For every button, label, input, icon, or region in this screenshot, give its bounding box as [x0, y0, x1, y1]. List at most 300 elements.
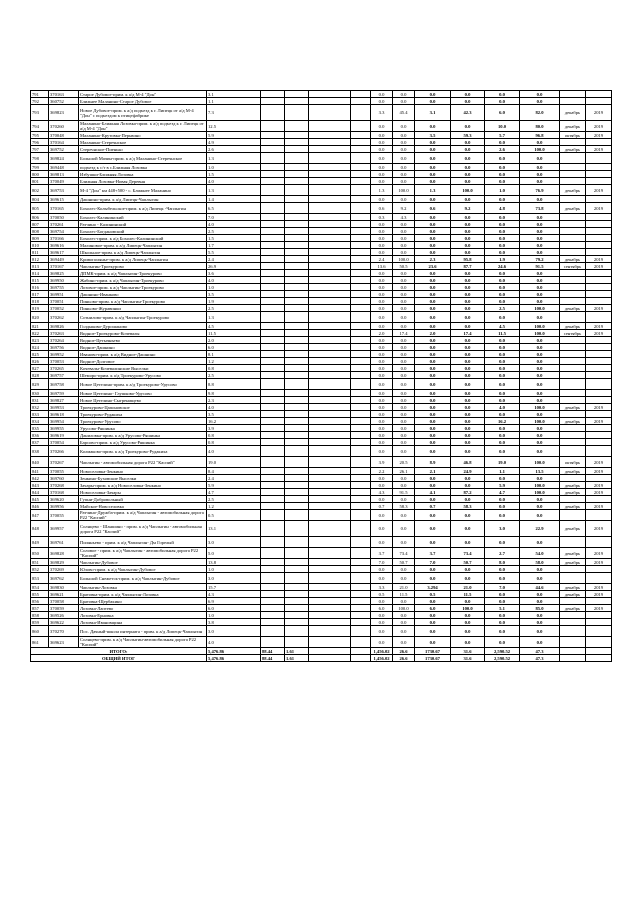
repair-km-cell: 0.0 — [371, 496, 393, 503]
table-row — [31, 132, 612, 139]
totals-repair-pct: 26.6 — [393, 648, 415, 655]
repair2-km-cell: 0.0 — [415, 372, 451, 379]
normative-pct-cell: 0.0 — [520, 496, 560, 503]
road-name: Ближнее Маланино-Старое Дубовое — [79, 98, 207, 105]
spacer-cell — [351, 397, 371, 404]
ground-cell — [309, 537, 351, 548]
row-number: 837 — [31, 439, 49, 446]
month-cell: декабрь — [560, 468, 586, 475]
gravel-cell — [285, 344, 309, 351]
repair-km-cell: 0.0 — [371, 537, 393, 548]
repair-pct-cell: 0.0 — [393, 249, 415, 256]
spacer-cell — [351, 418, 371, 425]
road-name: Ратчино-Дружба-прим. к а/д Чаплыгин - автомобильная дорога Р22 "Каспий" — [79, 510, 207, 521]
road-length: 0.5 — [207, 510, 261, 521]
totals-repair2-pct: 31.6 — [451, 655, 485, 662]
spacer-cell — [351, 537, 371, 548]
repair2-km-cell: 7.0 — [415, 559, 451, 566]
ground-cell — [309, 510, 351, 521]
normative-km-cell: 0.0 — [485, 379, 520, 390]
year-cell — [586, 337, 612, 344]
normative-km-cell: 16.2 — [485, 418, 520, 425]
asphalt-cell — [261, 404, 285, 411]
ground-cell — [309, 337, 351, 344]
road-length: 1.3 — [207, 312, 261, 323]
normative-km-cell: 0.0 — [485, 425, 520, 432]
table-row — [31, 411, 612, 418]
repair2-km-cell: 4.1 — [415, 489, 451, 496]
asphalt-cell — [261, 537, 285, 548]
asphalt-cell — [261, 277, 285, 284]
repair2-pct-cell: 0.0 — [451, 228, 485, 235]
table-row — [31, 372, 612, 379]
repair2-km-cell: 0.0 — [415, 521, 451, 537]
road-name: Колмаково-прим. к а/д Троекурово-Рудакиха — [79, 446, 207, 457]
road-name: Дашнино-прим. к а/д Липецк-Чаплыгин — [79, 196, 207, 203]
repair-km-cell: 0.0 — [371, 446, 393, 457]
year-cell — [586, 242, 612, 249]
totals-repair2-km: 1730.67 — [415, 648, 451, 655]
road-length: 5.9 — [207, 482, 261, 489]
road-name: Троекурово-Урусово — [79, 418, 207, 425]
road-length: 1.0 — [207, 566, 261, 573]
ground-cell — [309, 298, 351, 305]
normative-km-cell: 0.0 — [485, 365, 520, 372]
repair-km-cell: 7.0 — [371, 559, 393, 566]
normative-km-cell: 3.0 — [485, 521, 520, 537]
road-length: 6.9 — [207, 598, 261, 605]
year-cell — [586, 379, 612, 390]
month-cell — [560, 475, 586, 482]
repair2-pct-cell: 95.8 — [451, 256, 485, 263]
spacer-cell — [351, 432, 371, 439]
row-number: 829 — [31, 379, 49, 390]
year-cell — [586, 98, 612, 105]
repair2-km-cell: 0.0 — [415, 249, 451, 256]
year-cell: 2019 — [586, 323, 612, 330]
road-code: 370266 — [49, 446, 79, 457]
repair-pct-cell: 0.0 — [393, 91, 415, 98]
table-row — [31, 221, 612, 228]
repair2-km-cell: 3.5 — [415, 132, 451, 139]
repair2-pct-cell: 0.0 — [451, 537, 485, 548]
spacer-cell — [351, 605, 371, 612]
gravel-cell — [285, 605, 309, 612]
repair2-pct-cell: 0.0 — [451, 379, 485, 390]
road-code: 370054 — [49, 439, 79, 446]
table-row — [31, 510, 612, 521]
month-cell — [560, 228, 586, 235]
repair2-km-cell: 2.1 — [415, 468, 451, 475]
repair2-km-cell: 0.0 — [415, 270, 451, 277]
road-code: 369756 — [49, 344, 79, 351]
totals-gravel: 1.61 — [285, 648, 309, 655]
repair2-pct-cell: 0.0 — [451, 566, 485, 573]
repair-km-cell: 0.0 — [371, 146, 393, 153]
road-name: Братовка-прим. к а/д Чаплыгин-Лозовка — [79, 591, 207, 598]
asphalt-cell — [261, 418, 285, 425]
normative-km-cell: 0.0 — [485, 626, 520, 637]
gravel-cell — [285, 612, 309, 619]
gravel-cell — [285, 439, 309, 446]
totals-ground — [309, 648, 351, 655]
ground-cell — [309, 203, 351, 214]
repair2-pct-cell: 0.0 — [451, 323, 485, 330]
month-cell — [560, 379, 586, 390]
repair-km-cell: 0.0 — [371, 277, 393, 284]
table-row — [31, 390, 612, 397]
repair2-km-cell: 0.0 — [415, 439, 451, 446]
repair-pct-cell: 0.0 — [393, 139, 415, 146]
spacer-cell — [351, 655, 371, 662]
road-code: 370049 — [49, 178, 79, 185]
month-cell: сентябрь — [560, 330, 586, 337]
road-length: 3.0 — [207, 626, 261, 637]
repair-pct-cell: 0.0 — [393, 496, 415, 503]
normative-km-cell: 0.0 — [485, 591, 520, 598]
spacer-cell — [351, 344, 371, 351]
repair2-pct-cell: 0.0 — [451, 372, 485, 379]
totals-asphalt: 88.44 — [261, 648, 285, 655]
row-number: 823 — [31, 337, 49, 344]
year-cell — [586, 153, 612, 164]
repair2-km-cell: 0.0 — [415, 298, 451, 305]
normative-km-cell: 1.9 — [485, 256, 520, 263]
repair-km-cell: 0.3 — [371, 214, 393, 221]
gravel-cell — [285, 397, 309, 404]
road-length: 7.0 — [207, 214, 261, 221]
gravel-cell — [285, 228, 309, 235]
row-number: 860 — [31, 626, 49, 637]
road-code: 370055 — [49, 510, 79, 521]
year-cell — [586, 277, 612, 284]
ground-cell — [309, 379, 351, 390]
table-row — [31, 605, 612, 612]
year-cell — [586, 270, 612, 277]
repair-km-cell: 0.0 — [371, 344, 393, 351]
repair-pct-cell: 0.0 — [393, 573, 415, 584]
spacer-cell — [351, 284, 371, 291]
normative-km-cell: 5.7 — [485, 132, 520, 139]
spacer-cell — [351, 270, 371, 277]
road-code: 369956 — [49, 503, 79, 510]
road-name: Большой Снежетск-прим. к а/д Чаплыгин-Дубовое — [79, 573, 207, 584]
repair2-km-cell: 0.0 — [415, 573, 451, 584]
asphalt-cell — [261, 457, 285, 468]
road-length: 2.0 — [207, 337, 261, 344]
month-cell: декабрь — [560, 503, 586, 510]
table-row — [31, 323, 612, 330]
repair2-pct-cell: 0.0 — [451, 418, 485, 425]
normative-pct-cell: 0.0 — [520, 637, 560, 648]
road-length: 1.1 — [207, 98, 261, 105]
repair-km-cell: 0.0 — [371, 323, 393, 330]
normative-km-cell: 0.0 — [485, 337, 520, 344]
road-length: 6.0 — [207, 605, 261, 612]
year-cell: 2019 — [586, 503, 612, 510]
road-length: 1.2 — [207, 503, 261, 510]
gravel-cell — [285, 105, 309, 121]
repair-km-cell: 0.0 — [371, 284, 393, 291]
road-length: 9.8 — [207, 390, 261, 397]
table-row — [31, 379, 612, 390]
normative-pct-cell: 0.0 — [520, 390, 560, 397]
row-number: 841 — [31, 468, 49, 475]
spacer-cell — [351, 196, 371, 203]
row-number: 845 — [31, 496, 49, 503]
normative-pct-cell: 100.0 — [520, 482, 560, 489]
table-row — [31, 196, 612, 203]
road-name: Новое Дубовое-прим. к а/д подъезд к г. Липецк от а/д М-4 "Дон" с подъездом к птицефабрике — [79, 105, 207, 121]
totals-row — [31, 655, 612, 662]
normative-km-cell: 0.0 — [485, 619, 520, 626]
normative-km-cell: 10.0 — [485, 121, 520, 132]
spacer-cell — [351, 298, 371, 305]
table-row — [31, 573, 612, 584]
row-number: 833 — [31, 411, 49, 418]
repair-pct-cell: 0.0 — [393, 146, 415, 153]
month-cell — [560, 626, 586, 637]
year-cell — [586, 446, 612, 457]
normative-pct-cell: 0.0 — [520, 98, 560, 105]
totals-label: ОБЩИЙ ИТОГ — [31, 655, 207, 662]
year-cell — [586, 171, 612, 178]
normative-pct-cell: 0.0 — [520, 566, 560, 573]
gravel-cell — [285, 637, 309, 648]
repair-pct-cell: 100.0 — [393, 185, 415, 196]
table-row — [31, 446, 612, 457]
table-row — [31, 178, 612, 185]
road-code: 369829 — [49, 559, 79, 566]
normative-km-cell: 0.0 — [485, 475, 520, 482]
table-row — [31, 468, 612, 475]
month-cell — [560, 358, 586, 365]
road-length: 4.3 — [207, 591, 261, 598]
ground-cell — [309, 496, 351, 503]
repair-pct-cell: 50.7 — [393, 559, 415, 566]
normative-pct-cell: 100.0 — [520, 489, 560, 496]
ground-cell — [309, 365, 351, 372]
ground-cell — [309, 358, 351, 365]
road-length: 1.4 — [207, 196, 261, 203]
repair-km-cell: 0.5 — [371, 591, 393, 598]
table-row — [31, 270, 612, 277]
totals-normative-km: 2,590.52 — [485, 648, 520, 655]
ground-cell — [309, 418, 351, 425]
repair2-pct-cell: 11.5 — [451, 591, 485, 598]
road-code: 369954 — [49, 418, 79, 425]
gravel-cell — [285, 221, 309, 228]
asphalt-cell — [261, 98, 285, 105]
asphalt-cell — [261, 164, 285, 171]
table-row — [31, 598, 612, 605]
normative-pct-cell: 0.0 — [520, 439, 560, 446]
repair-pct-cell: 0.0 — [393, 132, 415, 139]
ground-cell — [309, 548, 351, 559]
spacer-cell — [351, 372, 371, 379]
year-cell: 2019 — [586, 457, 612, 468]
normative-km-cell: 19.0 — [485, 457, 520, 468]
asphalt-cell — [261, 489, 285, 496]
gravel-cell — [285, 379, 309, 390]
gravel-cell — [285, 521, 309, 537]
road-code: 370269 — [49, 566, 79, 573]
repair-pct-cell: 20.5 — [393, 457, 415, 468]
month-cell — [560, 365, 586, 372]
totals-label: ИТОГО: — [31, 648, 207, 655]
month-cell — [560, 390, 586, 397]
repair-pct-cell: 0.0 — [393, 298, 415, 305]
asphalt-cell — [261, 482, 285, 489]
repair-pct-cell: 50.5 — [393, 263, 415, 270]
table-row — [31, 619, 612, 626]
row-number: 791 — [31, 91, 49, 98]
row-number: 807 — [31, 221, 49, 228]
gravel-cell — [285, 404, 309, 411]
normative-km-cell: 0.0 — [485, 228, 520, 235]
month-cell — [560, 270, 586, 277]
ground-cell — [309, 249, 351, 256]
repair-km-cell: 0.0 — [371, 153, 393, 164]
repair2-pct-cell: 0.0 — [451, 164, 485, 171]
gravel-cell — [285, 559, 309, 566]
road-name: Бохолес-Колыбельское-прим. к а/д Липецк -Чаплыгин — [79, 203, 207, 214]
road-code: 370058 — [49, 598, 79, 605]
spacer-cell — [351, 446, 371, 457]
normative-km-cell: 24.6 — [485, 263, 520, 270]
normative-pct-cell: 0.0 — [520, 153, 560, 164]
normative-pct-cell: 58.0 — [520, 559, 560, 566]
road-length: 1.3 — [207, 153, 261, 164]
month-cell — [560, 221, 586, 228]
table-row — [31, 637, 612, 648]
repair2-pct-cell: 0.0 — [451, 397, 485, 404]
repair-pct-cell: 0.0 — [393, 446, 415, 457]
ground-cell — [309, 242, 351, 249]
repair-km-cell: 0.0 — [371, 612, 393, 619]
repair-pct-cell: 17.4 — [393, 330, 415, 337]
repair-pct-cell: 100.0 — [393, 605, 415, 612]
month-cell — [560, 284, 586, 291]
gravel-cell — [285, 263, 309, 270]
road-code: 369615 — [49, 196, 79, 203]
spacer-cell — [351, 584, 371, 591]
normative-pct-cell: 0.0 — [520, 425, 560, 432]
ground-cell — [309, 277, 351, 284]
ground-cell — [309, 153, 351, 164]
road-length: 11.5 — [207, 330, 261, 337]
normative-km-cell: 0.0 — [485, 573, 520, 584]
month-cell — [560, 312, 586, 323]
repair-pct-cell: 0.0 — [393, 242, 415, 249]
repair2-pct-cell: 0.0 — [451, 482, 485, 489]
road-code: 370270 — [49, 626, 79, 637]
normative-pct-cell: 0.0 — [520, 235, 560, 242]
gravel-cell — [285, 337, 309, 344]
month-cell — [560, 298, 586, 305]
table-row — [31, 105, 612, 121]
totals-normative-km: 2,590.52 — [485, 655, 520, 662]
totals-ground — [309, 655, 351, 662]
asphalt-cell — [261, 171, 285, 178]
gravel-cell — [285, 164, 309, 171]
spacer-cell — [351, 612, 371, 619]
month-cell — [560, 411, 586, 418]
spacer-cell — [351, 105, 371, 121]
spacer-cell — [351, 153, 371, 164]
road-name: Троекурово-Цапоновское — [79, 404, 207, 411]
road-name: Избушки-Ближняя Лозовка — [79, 171, 207, 178]
normative-km-cell: 0.0 — [485, 503, 520, 510]
repair-pct-cell: 0.0 — [393, 475, 415, 482]
table-row — [31, 418, 612, 425]
spacer-cell — [351, 263, 371, 270]
road-name: Старое Дубовое-прим. к а/д М-4 "Дон" — [79, 91, 207, 98]
road-code: 370268 — [49, 482, 79, 489]
repair-km-cell: 4.3 — [371, 489, 393, 496]
month-cell — [560, 164, 586, 171]
normative-pct-cell: 73.8 — [520, 203, 560, 214]
table-row — [31, 256, 612, 263]
row-number: 834 — [31, 418, 49, 425]
repair-pct-cell: 21.0 — [393, 584, 415, 591]
year-cell — [586, 411, 612, 418]
year-cell — [586, 249, 612, 256]
gravel-cell — [285, 537, 309, 548]
repair-km-cell: 2.2 — [371, 468, 393, 475]
road-length: 2.6 — [207, 146, 261, 153]
table-row — [31, 249, 612, 256]
repair2-km-cell: 6.0 — [415, 605, 451, 612]
ground-cell — [309, 270, 351, 277]
repair2-pct-cell: 0.0 — [451, 475, 485, 482]
table-row — [31, 457, 612, 468]
table-row — [31, 503, 612, 510]
gravel-cell — [285, 351, 309, 358]
normative-pct-cell: 100.0 — [520, 330, 560, 337]
spacer-cell — [351, 482, 371, 489]
totals-asphalt: 88.44 — [261, 655, 285, 662]
repair2-km-cell: 0.0 — [415, 351, 451, 358]
spacer-cell — [351, 330, 371, 337]
road-length: 2.4 — [207, 475, 261, 482]
road-length: 4.0 — [207, 637, 261, 648]
road-name: Новое Цетелино- Глушково-Урусово — [79, 390, 207, 397]
asphalt-cell — [261, 214, 285, 221]
gravel-cell — [285, 249, 309, 256]
row-number: 802 — [31, 185, 49, 196]
asphalt-cell — [261, 196, 285, 203]
repair2-pct-cell: 0.0 — [451, 598, 485, 605]
spacer-cell — [351, 626, 371, 637]
year-cell: 2019 — [586, 203, 612, 214]
road-code: 369761 — [49, 537, 79, 548]
normative-km-cell: 0.0 — [485, 196, 520, 203]
normative-km-cell: 6.0 — [485, 105, 520, 121]
ground-cell — [309, 425, 351, 432]
normative-pct-cell: 0.0 — [520, 298, 560, 305]
month-cell: декабрь — [560, 521, 586, 537]
row-number: 816 — [31, 284, 49, 291]
repair-pct-cell: 0.0 — [393, 323, 415, 330]
normative-km-cell: 4.8 — [485, 203, 520, 214]
month-cell — [560, 537, 586, 548]
repair-pct-cell: 0.0 — [393, 164, 415, 171]
road-code: 369754 — [49, 228, 79, 235]
asphalt-cell — [261, 584, 285, 591]
repair2-pct-cell: 0.0 — [451, 496, 485, 503]
road-code: 369813 — [49, 171, 79, 178]
